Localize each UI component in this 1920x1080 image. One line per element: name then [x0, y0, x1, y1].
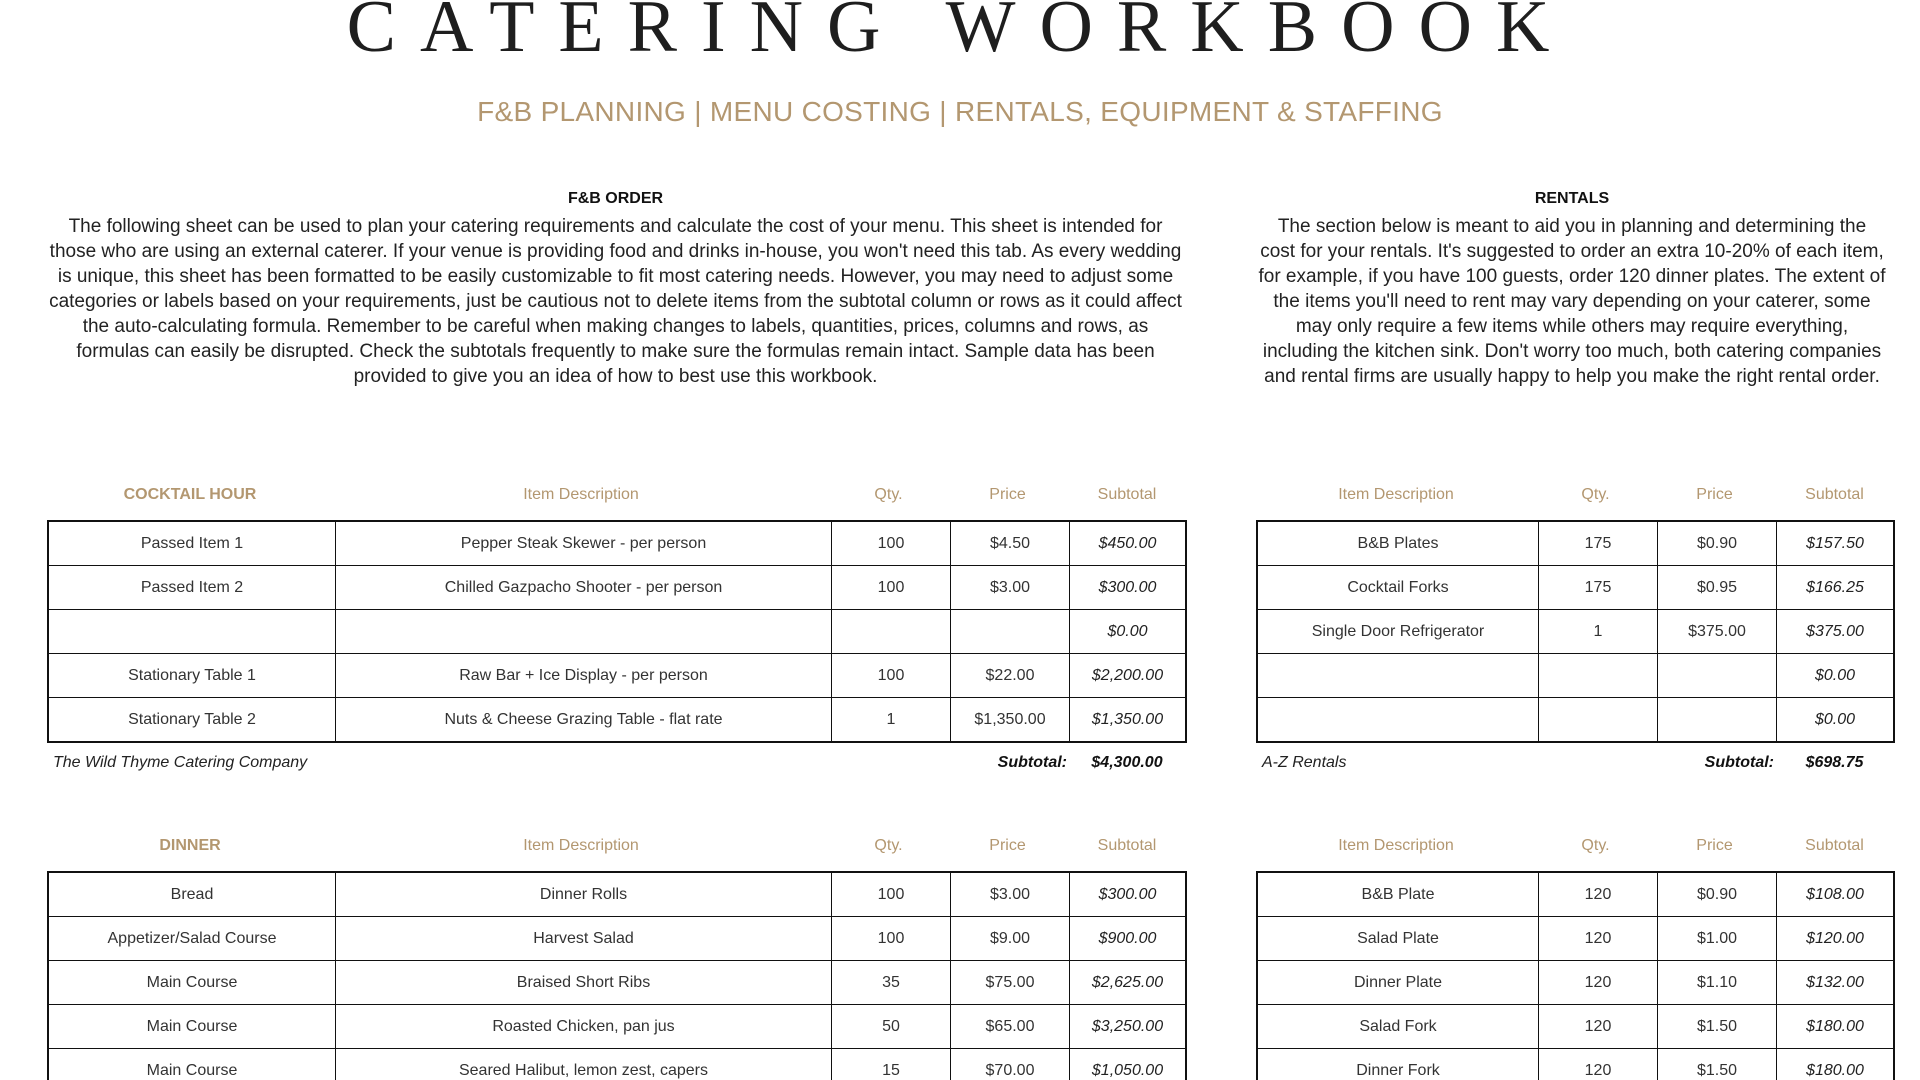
column-header: Qty. — [1581, 837, 1610, 854]
qty-cell[interactable]: 100 — [831, 522, 950, 565]
subtotal-cell[interactable]: $375.00 — [1776, 610, 1893, 653]
section-label: COCKTAIL HOUR — [123, 486, 257, 503]
vendor-name: The Wild Thyme Catering Company — [53, 754, 308, 771]
qty-cell[interactable]: 120 — [1538, 961, 1657, 1004]
dinner-table — [47, 831, 1187, 1080]
subtotal-cell[interactable]: $120.00 — [1776, 917, 1893, 960]
table-footer — [1256, 743, 1895, 783]
category-cell[interactable]: Main Course — [146, 1017, 238, 1035]
qty-cell[interactable]: 100 — [831, 917, 950, 960]
description-cell[interactable]: Dinner Fork — [1356, 1061, 1440, 1079]
table-row — [1258, 1048, 1893, 1080]
table-row — [49, 916, 1185, 960]
price-cell[interactable]: $1.50 — [1657, 1005, 1776, 1048]
qty-cell[interactable] — [1538, 698, 1657, 741]
price-cell[interactable]: $9.00 — [950, 917, 1069, 960]
table-footer — [47, 743, 1187, 783]
table-row — [1258, 609, 1893, 653]
description-cell[interactable]: Raw Bar + Ice Display - per person — [335, 654, 831, 697]
subtotal-label: Subtotal: — [997, 754, 1067, 771]
table-row — [49, 609, 1185, 653]
subtotal-cell[interactable]: $132.00 — [1776, 961, 1893, 1004]
column-header: Item Description — [1338, 837, 1454, 854]
qty-cell[interactable]: 35 — [831, 961, 950, 1004]
subtotal-cell[interactable]: $900.00 — [1069, 917, 1185, 960]
table-row — [1258, 1004, 1893, 1048]
subtotal-cell[interactable]: $0.00 — [1069, 610, 1185, 653]
description-cell[interactable]: Single Door Refrigerator — [1311, 622, 1485, 640]
description-cell[interactable] — [1258, 654, 1538, 697]
description-cell[interactable] — [335, 610, 831, 653]
column-header: Price — [1696, 486, 1733, 503]
qty-cell[interactable]: 1 — [1538, 610, 1657, 653]
column-header: Qty. — [874, 837, 903, 854]
subtotal-cell[interactable]: $166.25 — [1776, 566, 1893, 609]
category-cell[interactable]: Stationary Table 1 — [128, 666, 256, 684]
description-cell[interactable] — [1258, 698, 1538, 741]
table-row — [1258, 653, 1893, 697]
rentals-heading: RENTALS — [1534, 190, 1610, 207]
qty-cell[interactable] — [1538, 654, 1657, 697]
price-cell[interactable]: $3.00 — [950, 873, 1069, 916]
category-cell[interactable]: Passed Item 1 — [140, 534, 244, 552]
category-cell[interactable]: Bread — [170, 885, 214, 903]
subtotal-cell[interactable]: $157.50 — [1776, 522, 1893, 565]
subtotal-cell[interactable]: $108.00 — [1776, 873, 1893, 916]
price-cell[interactable]: $1.10 — [1657, 961, 1776, 1004]
qty-cell[interactable]: 50 — [831, 1005, 950, 1048]
qty-cell[interactable]: 120 — [1538, 917, 1657, 960]
description-cell[interactable]: Harvest Salad — [335, 917, 831, 960]
rentals-table-2 — [1256, 831, 1895, 1080]
price-cell[interactable] — [1657, 698, 1776, 741]
fb-order-description: The following sheet can be used to plan your catering requirements and calculate the cost of your menu. This sheet is intended for those who are using an external caterer. If your venue is providing food and drinks in-house, you won't need this tab. As every wedding is unique, this sheet has been formatted to be easily customizable to fit most catering needs. However, you may need to adjust some categories or labels based on your requirements, just be cautious not to delete items from the subtotal column or rows as it could affect the auto-calculating formula. Remember to be careful when making changes to labels, quantities, prices, columns and rows, as formulas can easily be disrupted. Check the subtotals frequently to make sure the formulas remain intact. Sample data has been provided to give you an idea of how to best use this workbook. — [49, 216, 1182, 387]
table-body — [1256, 871, 1895, 1080]
table-row — [1258, 697, 1893, 741]
table-body — [47, 520, 1187, 743]
qty-cell[interactable]: 100 — [831, 873, 950, 916]
description-cell[interactable]: Roasted Chicken, pan jus — [335, 1005, 831, 1048]
table-row — [49, 565, 1185, 609]
price-cell[interactable]: $1,350.00 — [950, 698, 1069, 741]
qty-cell[interactable]: 100 — [831, 566, 950, 609]
table-header — [47, 831, 1187, 861]
column-header: Qty. — [1581, 486, 1610, 503]
category-cell[interactable]: Main Course — [146, 1061, 238, 1079]
price-cell[interactable]: $65.00 — [950, 1005, 1069, 1048]
table-row — [1258, 960, 1893, 1004]
column-header: Subtotal — [1805, 486, 1864, 503]
description-cell[interactable]: Pepper Steak Skewer - per person — [335, 522, 831, 565]
table-body — [47, 871, 1187, 1080]
qty-cell[interactable]: 1 — [831, 698, 950, 741]
description-cell[interactable]: Cocktail Forks — [1347, 578, 1449, 596]
column-header: Qty. — [874, 486, 903, 503]
price-cell[interactable]: $3.00 — [950, 566, 1069, 609]
table-row — [1258, 873, 1893, 916]
price-cell[interactable]: $4.50 — [950, 522, 1069, 565]
category-cell[interactable]: Main Course — [146, 973, 238, 991]
price-cell[interactable]: $1.50 — [1657, 1049, 1776, 1080]
price-cell[interactable]: $22.00 — [950, 654, 1069, 697]
description-cell[interactable]: Dinner Plate — [1353, 973, 1443, 991]
table-row — [49, 522, 1185, 565]
column-header: Price — [989, 837, 1026, 854]
price-cell[interactable]: $1.00 — [1657, 917, 1776, 960]
description-cell[interactable]: Salad Fork — [1359, 1017, 1437, 1035]
subtotal-cell[interactable]: $180.00 — [1776, 1005, 1893, 1048]
qty-cell[interactable] — [831, 610, 950, 653]
subtotal-cell[interactable]: $300.00 — [1069, 873, 1185, 916]
description-cell[interactable]: Chilled Gazpacho Shooter - per person — [335, 566, 831, 609]
subtotal-cell[interactable]: $1,050.00 — [1069, 1049, 1185, 1080]
table-body — [1256, 520, 1895, 743]
subtotal-cell[interactable]: $180.00 — [1776, 1049, 1893, 1080]
price-cell[interactable] — [950, 610, 1069, 653]
table-header — [1256, 831, 1895, 861]
subtotal-cell[interactable]: $1,350.00 — [1069, 698, 1185, 741]
table-row — [1258, 522, 1893, 565]
page-subtitle: F&B PLANNING | MENU COSTING | RENTALS, EQUIPMENT & STAFFING — [477, 96, 1443, 127]
subtotal-cell[interactable]: $3,250.00 — [1069, 1005, 1185, 1048]
qty-cell[interactable]: 120 — [1538, 873, 1657, 916]
column-header: Price — [1696, 837, 1733, 854]
subtotal-cell[interactable]: $2,200.00 — [1069, 654, 1185, 697]
price-cell[interactable]: $375.00 — [1657, 610, 1776, 653]
fb-order-heading: F&B ORDER — [567, 190, 664, 207]
table-row — [49, 873, 1185, 916]
table-row — [49, 1004, 1185, 1048]
table-row — [49, 960, 1185, 1004]
table-row — [1258, 565, 1893, 609]
qty-cell[interactable]: 100 — [831, 654, 950, 697]
description-cell[interactable]: Nuts & Cheese Grazing Table - flat rate — [335, 698, 831, 741]
column-header: Item Description — [523, 837, 639, 854]
price-cell[interactable]: $70.00 — [950, 1049, 1069, 1080]
description-cell[interactable]: B&B Plate — [1361, 885, 1435, 903]
rentals-description: The section below is meant to aid you in planning and determining the cost for your rentals. It's suggested to order an extra 10-20% of each item, for example, if you have 100 guests, order 120 dinner plates. The extent of the items you'll need to rent may vary depending on your caterer, some may only require a few items while others may require everything, including the kitchen sink. Don't worry too much, both catering companies and rental firms are usually happy to help you make the right rental order. — [1258, 216, 1886, 387]
description-cell[interactable]: Seared Halibut, lemon zest, capers — [335, 1049, 831, 1080]
table-row — [49, 697, 1185, 741]
category-cell[interactable]: Appetizer/Salad Course — [107, 929, 277, 947]
table-row — [49, 1048, 1185, 1080]
subtotal-cell[interactable]: $0.00 — [1776, 654, 1893, 697]
table-row — [1258, 916, 1893, 960]
price-cell[interactable]: $0.95 — [1657, 566, 1776, 609]
rentals-intro — [1258, 190, 1886, 389]
page-title: CATERING WORKBOOK — [346, 0, 1574, 68]
subtotal-cell[interactable]: $2,625.00 — [1069, 961, 1185, 1004]
column-header: Subtotal — [1097, 837, 1157, 854]
column-header: Price — [989, 486, 1026, 503]
category-cell[interactable] — [49, 610, 335, 653]
description-cell[interactable]: Salad Plate — [1357, 929, 1439, 947]
description-cell[interactable]: Braised Short Ribs — [335, 961, 831, 1004]
subtotal-cell[interactable]: $300.00 — [1069, 566, 1185, 609]
rentals-table-1 — [1256, 480, 1895, 783]
vendor-name: A-Z Rentals — [1262, 754, 1347, 771]
section-label: DINNER — [159, 837, 221, 854]
description-cell[interactable]: Dinner Rolls — [335, 873, 831, 916]
column-header: Item Description — [523, 486, 639, 503]
qty-cell[interactable]: 175 — [1538, 566, 1657, 609]
price-cell[interactable]: $0.90 — [1657, 522, 1776, 565]
subtotal-label: Subtotal: — [1704, 754, 1774, 771]
price-cell[interactable]: $75.00 — [950, 961, 1069, 1004]
cocktail-hour-table — [47, 480, 1187, 783]
subtotal-cell[interactable]: $0.00 — [1776, 698, 1893, 741]
category-cell[interactable]: Passed Item 2 — [140, 578, 244, 596]
table-header — [1256, 480, 1895, 510]
category-cell[interactable]: Stationary Table 2 — [128, 710, 256, 728]
description-cell[interactable]: B&B Plates — [1357, 534, 1439, 552]
qty-cell[interactable]: 120 — [1538, 1005, 1657, 1048]
price-cell[interactable] — [1657, 654, 1776, 697]
fb-order-intro — [48, 190, 1183, 389]
subtotal-value: $698.75 — [1805, 754, 1864, 771]
qty-cell[interactable]: 15 — [831, 1049, 950, 1080]
subtotal-value: $4,300.00 — [1091, 754, 1163, 771]
column-header: Item Description — [1338, 486, 1454, 503]
price-cell[interactable]: $0.90 — [1657, 873, 1776, 916]
table-row — [49, 653, 1185, 697]
qty-cell[interactable]: 175 — [1538, 522, 1657, 565]
subtotal-cell[interactable]: $450.00 — [1069, 522, 1185, 565]
table-header — [47, 480, 1187, 510]
column-header: Subtotal — [1805, 837, 1864, 854]
qty-cell[interactable]: 120 — [1538, 1049, 1657, 1080]
column-header: Subtotal — [1097, 486, 1157, 503]
